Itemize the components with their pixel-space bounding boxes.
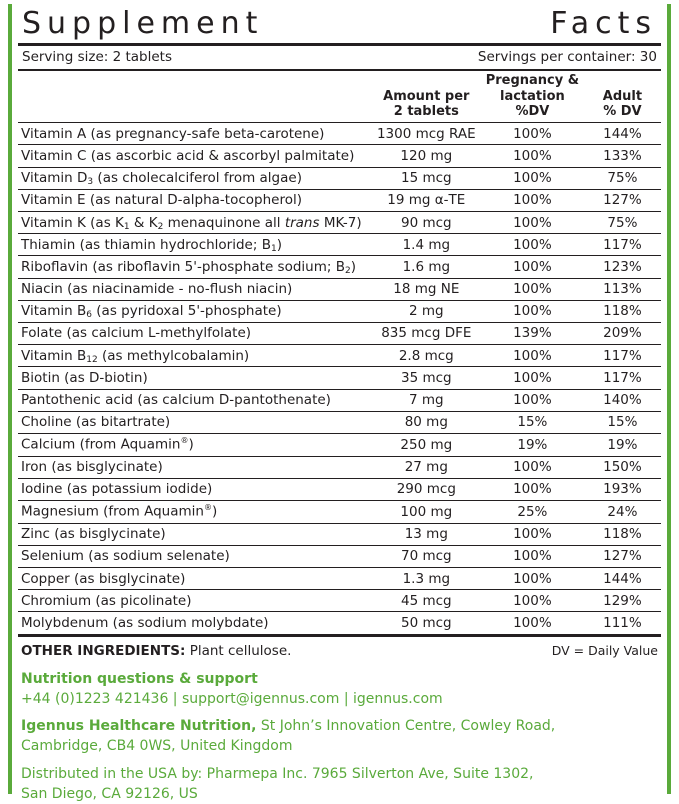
nutrient-adult-dv: 118%	[584, 300, 661, 322]
nutrient-amount: 290 mcg	[372, 478, 481, 500]
nutrient-adult-dv: 127%	[584, 189, 661, 211]
table-row	[18, 278, 661, 300]
servings-per-container: Servings per container: 30	[477, 48, 657, 65]
table-row	[18, 590, 661, 612]
serving-info-row	[18, 46, 661, 69]
nutrient-pregnancy-dv: 100%	[481, 389, 584, 411]
nutrient-amount: 13 mg	[372, 523, 481, 545]
nutrient-pregnancy-dv: 100%	[481, 345, 584, 367]
nutrient-adult-dv: 129%	[584, 590, 661, 612]
nutrient-amount: 80 mg	[372, 411, 481, 433]
nutrient-adult-dv: 133%	[584, 145, 661, 167]
nutrient-adult-dv: 144%	[584, 568, 661, 590]
nutrient-pregnancy-dv: 19%	[481, 433, 584, 456]
nutrient-name: Pantothenic acid (as calcium D-pantothenate)	[18, 389, 372, 411]
table-row	[18, 256, 661, 278]
nutrient-pregnancy-dv: 15%	[481, 411, 584, 433]
supplement-facts-title	[18, 4, 661, 42]
nutrient-name: Thiamin (as thiamin hydrochloride; $B_1$)	[18, 234, 372, 256]
table-row	[18, 612, 661, 634]
nutrient-name: Iron (as bisglycinate)	[18, 456, 372, 478]
nutrient-amount: 7 mg	[372, 389, 481, 411]
table-row	[18, 123, 661, 145]
nutrient-pregnancy-dv: 25%	[481, 500, 584, 523]
column-header-adult	[584, 70, 661, 123]
nutrient-adult-dv: 113%	[584, 278, 661, 300]
other-ingredients-row	[18, 637, 661, 661]
nutrient-adult-dv: 123%	[584, 256, 661, 278]
nutrient-pregnancy-dv: 100%	[481, 234, 584, 256]
table-row	[18, 167, 661, 189]
column-header-adult-line2: % DV	[603, 104, 642, 120]
nutrient-adult-dv: 127%	[584, 545, 661, 567]
nutrient-pregnancy-dv: 100%	[481, 612, 584, 634]
nutrient-adult-dv: 15%	[584, 411, 661, 433]
table-row	[18, 456, 661, 478]
nutrient-amount: 18 mg NE	[372, 278, 481, 300]
nutrient-amount: 120 mg	[372, 145, 481, 167]
daily-value-note: DV = Daily Value	[551, 642, 658, 658]
column-header-pregnancy	[481, 70, 584, 123]
table-row	[18, 523, 661, 545]
column-header-pregnancy-line1: Pregnancy &	[485, 73, 580, 88]
nutrient-name: Biotin (as D-biotin)	[18, 367, 372, 389]
nutrient-adult-dv: 75%	[584, 212, 661, 234]
nutrient-amount: 1.6 mg	[372, 256, 481, 278]
column-header-adult-line1: Adult	[602, 88, 643, 104]
nutrient-name: Zinc (as bisglycinate)	[18, 523, 372, 545]
nutrient-amount: 835 mcg DFE	[372, 322, 481, 344]
supplement-facts-panel	[8, 4, 671, 803]
nutrient-name: Chromium (as picolinate)	[18, 590, 372, 612]
table-row	[18, 300, 661, 322]
nutrient-amount: 27 mg	[372, 456, 481, 478]
nutrient-name: Vitamin E (as natural D-alpha-tocopherol)	[18, 189, 372, 211]
nutrient-amount: 15 mcg	[372, 167, 481, 189]
other-ingredients-value: Plant cellulose.	[189, 642, 292, 659]
nutrient-amount: 1.3 mg	[372, 568, 481, 590]
table-row	[18, 433, 661, 456]
title-word-facts: Facts	[550, 6, 657, 41]
nutrient-amount: 50 mcg	[372, 612, 481, 634]
nutrient-pregnancy-dv: 100%	[481, 123, 584, 145]
table-row	[18, 345, 661, 367]
nutrient-adult-dv: 193%	[584, 478, 661, 500]
nutrient-amount: 2.8 mcg	[372, 345, 481, 367]
nutrient-pregnancy-dv: 100%	[481, 145, 584, 167]
contact-section	[18, 661, 661, 804]
column-header-pregnancy-line2: lactation %DV	[500, 88, 565, 120]
nutrient-amount: 1.4 mg	[372, 234, 481, 256]
nutrient-pregnancy-dv: 100%	[481, 478, 584, 500]
nutrient-amount: 45 mcg	[372, 590, 481, 612]
table-row	[18, 367, 661, 389]
distributor-line1: Distributed in the USA by: Pharmepa Inc. 7965 Silverton Ave, Suite 1302,	[21, 765, 534, 782]
nutrient-name: Magnesium (from Aquamin®)	[18, 500, 372, 523]
nutrient-name: Vitamin $B_{12}$ (as methylcobalamin)	[18, 345, 372, 367]
company-address-line2: Cambridge, CB4 0WS, United Kingdom	[21, 738, 293, 755]
nutrient-adult-dv: 209%	[584, 322, 661, 344]
table-row	[18, 478, 661, 500]
nutrient-name: Selenium (as sodium selenate)	[18, 545, 372, 567]
nutrient-amount: 19 mg α-TE	[372, 189, 481, 211]
nutrient-name: Vitamin K (as $K_1$ & $K_2$ menaquinone all trans MK-7)	[18, 212, 372, 234]
nutrient-amount: 100 mg	[372, 500, 481, 523]
other-ingredients-label: OTHER INGREDIENTS:	[21, 642, 186, 659]
nutrient-name: Vitamin A (as pregnancy-safe beta-carotene)	[18, 123, 372, 145]
nutrient-name: Vitamin $B_6$ (as pyridoxal 5'-phosphate)	[18, 300, 372, 322]
table-row	[18, 145, 661, 167]
table-header-row	[18, 70, 661, 123]
table-row	[18, 212, 661, 234]
nutrient-adult-dv: 117%	[584, 234, 661, 256]
nutrient-adult-dv: 117%	[584, 345, 661, 367]
nutrient-amount: 2 mg	[372, 300, 481, 322]
column-header-amount-line1: Amount per	[383, 88, 470, 104]
nutrient-amount: 250 mg	[372, 433, 481, 456]
company-name: Igennus Healthcare Nutrition,	[21, 718, 257, 735]
nutrient-name: Calcium (from Aquamin®)	[18, 433, 372, 456]
nutrient-adult-dv: 150%	[584, 456, 661, 478]
nutrient-adult-dv: 140%	[584, 389, 661, 411]
nutrient-adult-dv: 144%	[584, 123, 661, 145]
column-header-amount	[372, 70, 481, 123]
column-header-amount-line2: 2 tablets	[393, 104, 459, 120]
nutrient-amount: 35 mcg	[372, 367, 481, 389]
nutrient-pregnancy-dv: 100%	[481, 590, 584, 612]
table-row	[18, 500, 661, 523]
table-row	[18, 389, 661, 411]
table-row	[18, 545, 661, 567]
support-heading: Nutrition questions & support	[21, 670, 258, 687]
nutrient-name: Copper (as bisglycinate)	[18, 568, 372, 590]
nutrient-amount: 1300 mcg RAE	[372, 123, 481, 145]
nutrient-pregnancy-dv: 100%	[481, 523, 584, 545]
column-header-nutrient	[18, 70, 372, 123]
nutrient-name: Niacin (as niacinamide - no-flush niacin)	[18, 278, 372, 300]
nutrient-adult-dv: 111%	[584, 612, 661, 634]
table-row	[18, 322, 661, 344]
nutrient-name: Vitamin $D_3$ (as cholecalciferol from algae)	[18, 167, 372, 189]
nutrient-pregnancy-dv: 100%	[481, 300, 584, 322]
table-row	[18, 234, 661, 256]
distributor-line2: San Diego, CA 92126, US	[21, 786, 198, 803]
title-word-supplement: Supplement	[22, 6, 264, 41]
company-address-line1: St John’s Innovation Centre, Cowley Road,	[260, 718, 556, 735]
nutrient-amount: 90 mcg	[372, 212, 481, 234]
nutrient-name: Folate (as calcium L-methylfolate)	[18, 322, 372, 344]
nutrient-adult-dv: 75%	[584, 167, 661, 189]
table-row	[18, 189, 661, 211]
serving-size: Serving size: 2 tablets	[22, 48, 172, 65]
nutrient-pregnancy-dv: 100%	[481, 189, 584, 211]
nutrient-pregnancy-dv: 100%	[481, 212, 584, 234]
nutrient-adult-dv: 19%	[584, 433, 661, 456]
nutrient-adult-dv: 24%	[584, 500, 661, 523]
table-row	[18, 568, 661, 590]
nutrient-pregnancy-dv: 100%	[481, 278, 584, 300]
nutrient-pregnancy-dv: 100%	[481, 367, 584, 389]
support-contact-line: +44 (0)1223 421436 | support@igennus.com | igennus.com	[21, 690, 443, 707]
nutrient-name: Vitamin C (as ascorbic acid & ascorbyl palmitate)	[18, 145, 372, 167]
table-row	[18, 411, 661, 433]
nutrition-table	[18, 69, 661, 634]
nutrient-adult-dv: 118%	[584, 523, 661, 545]
nutrient-pregnancy-dv: 139%	[481, 322, 584, 344]
nutrient-pregnancy-dv: 100%	[481, 256, 584, 278]
nutrient-adult-dv: 117%	[584, 367, 661, 389]
nutrient-pregnancy-dv: 100%	[481, 545, 584, 567]
nutrient-name: Choline (as bitartrate)	[18, 411, 372, 433]
nutrient-amount: 70 mcg	[372, 545, 481, 567]
nutrient-name: Iodine (as potassium iodide)	[18, 478, 372, 500]
nutrient-name: Riboflavin (as riboflavin 5'-phosphate sodium; $B_2$)	[18, 256, 372, 278]
nutrient-name: Molybdenum (as sodium molybdate)	[18, 612, 372, 634]
nutrient-pregnancy-dv: 100%	[481, 456, 584, 478]
nutrient-pregnancy-dv: 100%	[481, 167, 584, 189]
nutrient-pregnancy-dv: 100%	[481, 568, 584, 590]
